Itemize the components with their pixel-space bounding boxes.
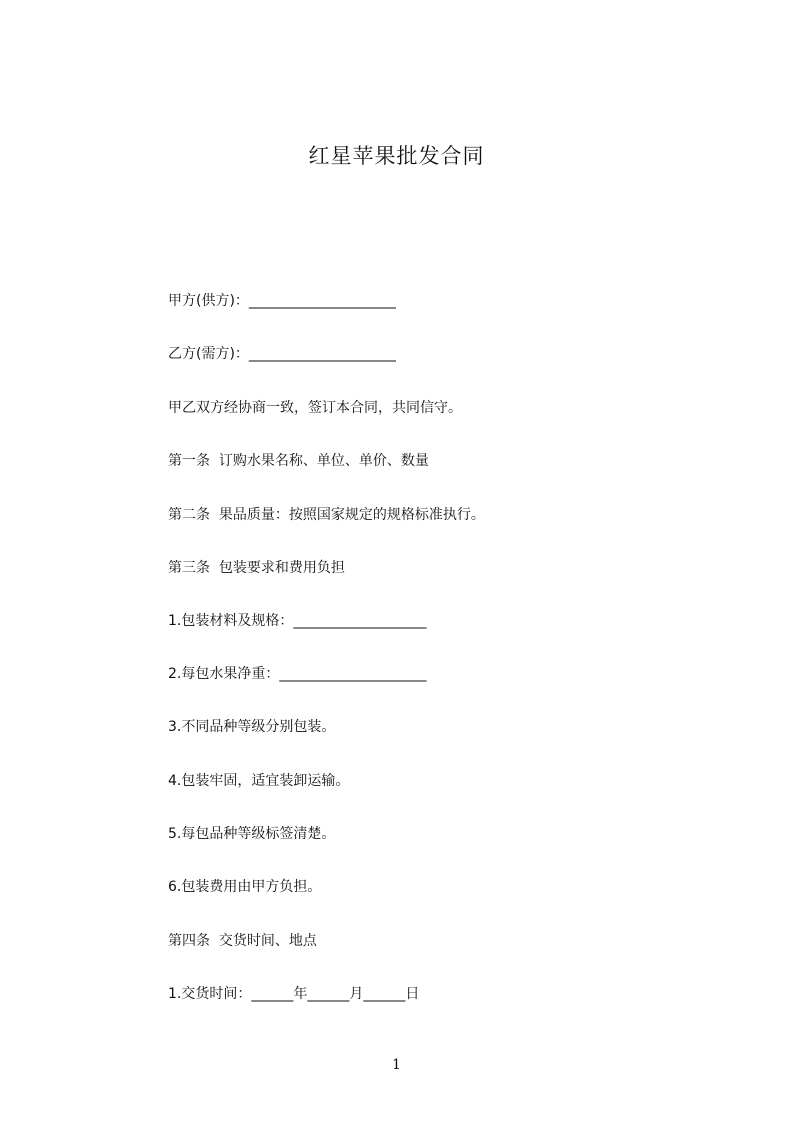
delivery-time-line: 1.交货时间：______年______月______日 [168, 986, 420, 1002]
packaging-item-6: 6.包装费用由甲方负担。 [168, 879, 322, 895]
party-a-line: 甲方(供方)：_____________________ [168, 293, 396, 309]
packaging-item-2: 2.每包水果净重：_____________________ [168, 666, 427, 682]
agreement-statement: 甲乙双方经协商一致，签订本合同，共同信守。 [168, 400, 462, 416]
packaging-item-5: 5.每包品种等级标签清楚。 [168, 826, 336, 842]
party-b-line: 乙方(需方)：_____________________ [168, 346, 396, 362]
packaging-item-3: 3.不同品种等级分别包装。 [168, 719, 336, 735]
document-title: 红星苹果批发合同 [308, 144, 485, 168]
packaging-item-4: 4.包装牢固，适宜装卸运输。 [168, 773, 350, 789]
page-number: 1 [392, 1057, 401, 1073]
article-3-heading: 第三条 包装要求和费用负担 [168, 560, 345, 576]
article-1-heading: 第一条 订购水果名称、单位、单价、数量 [168, 453, 429, 469]
article-4-heading: 第四条 交货时间、地点 [168, 933, 317, 949]
packaging-item-1: 1.包装材料及规格：___________________ [168, 613, 427, 629]
article-2-heading: 第二条 果品质量：按照国家规定的规格标准执行。 [168, 507, 485, 523]
